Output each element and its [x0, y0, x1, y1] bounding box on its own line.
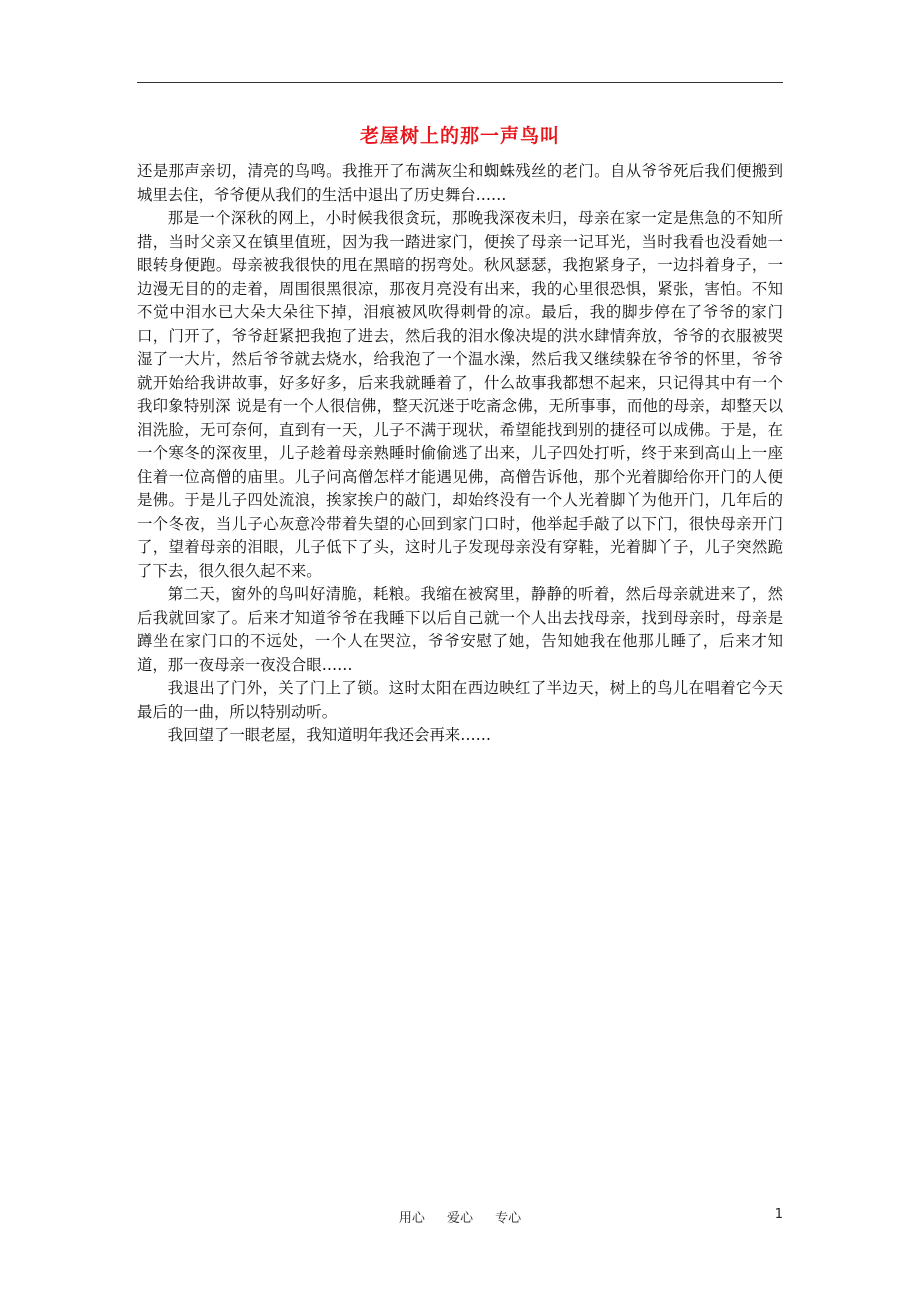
page-number: 1 [774, 1207, 783, 1222]
paragraph-1: 还是那声亲切，清亮的鸟鸣。我推开了布满灰尘和蜘蛛残丝的老门。自从爷爷死后我们便搬到城里去住，爷爷便从我们的生活中退出了历史舞台…… [137, 162, 783, 204]
paragraph-2: 那是一个深秋的网上，小时候我很贪玩，那晚我深夜未归，母亲在家一定是焦急的不知所措，当时父亲又在镇里值班，因为我一踏进家门，便挨了母亲一记耳光，当时我看也没看她一眼转身便跑。母亲被我很快的甩在黑暗的拐弯处。秋风瑟瑟，我抱紧身子，一边抖着身子，一边漫无目的的走着，周围很黑很凉，那夜月亮没有出来，我的心里很恐惧，紧张，害怕。不知不觉中泪水已大朵大朵往下掉，泪痕被风吹得刺骨的凉。最后，我的脚步停在了爷爷的家门口，门开了，爷爷赶紧把我抱了进去，然后我的泪水像决堤的洪水肆情奔放，爷爷的衣服被哭湿了一大片，然后爷爷就去烧水，给我泡了一个温水澡，然后我又继续躲在爷爷的怀里，爷爷就开始给我讲故事，好多好多，后来我就睡着了，什么故事我都想不起来，只记得其中有一个我印象特别深 说是有一个人很信佛，整天沉迷于吃斋念佛，无所事事，而他的母亲，却整天以泪洗脸，无可奈何，直到有一天，儿子不满于现状，希望能找到别的捷径可以成佛。于是，在一个寒冬的深夜里，儿子趁着母亲熟睡时偷偷逃了出来，儿子四处打听，终于来到高山上一座住着一位高僧的庙里。儿子问高僧怎样才能遇见佛，高僧告诉他，那个光着脚给你开门的人便是佛。于是儿子四处流浪，挨家挨户的敲门，却始终没有一个人光着脚丫为他开门，几年后的一个冬夜，当儿子心灰意冷带着失望的心回到家门口时，他举起手敲了以下门，很快母亲开门了，望着母亲的泪眼，儿子低下了头，这时儿子发现母亲没有穿鞋，光着脚丫子，儿子突然跪了下去，很久很久起不来。 [137, 209, 783, 580]
paragraph-5: 我回望了一眼老屋，我知道明年我还会再来…… [167, 726, 492, 744]
document-title: 老屋树上的那一声鸟叫 [359, 125, 560, 147]
footer-slogan: 用心 爱心 专心 [398, 1211, 522, 1226]
header-rule [137, 82, 783, 83]
paragraph-4: 我退出了门外，关了门上了锁。这时太阳在西边映红了半边天，树上的鸟儿在唱着它今天最后的一曲，所以特别动听。 [137, 679, 783, 721]
paragraph-3: 第二天，窗外的鸟叫好清脆，耗粮。我缩在被窝里，静静的听着，然后母亲就进来了，然后我就回家了。后来才知道爷爷在我睡下以后自己就一个人出去找母亲，找到母亲时，母亲是蹲坐在家门口的不远处，一个人在哭泣，爷爷安慰了她，告知她我在他那儿睡了，后来才知道，那一夜母亲一夜没合眼…… [137, 585, 783, 674]
document-body [137, 160, 783, 748]
